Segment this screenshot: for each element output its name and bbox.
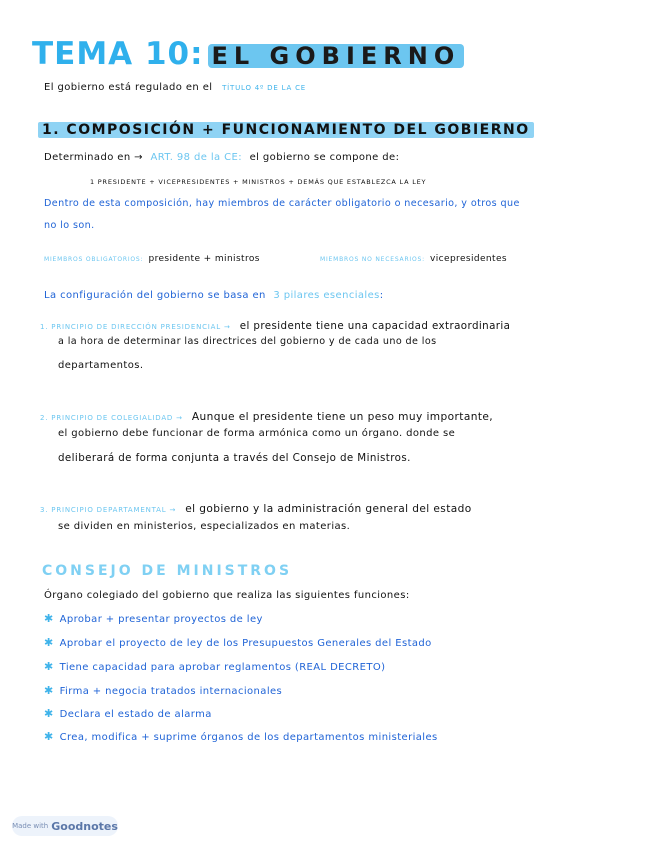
consejo-function-3: ✱ Tiene capacidad para aprobar reglamentos (REAL DECRETO) <box>44 660 386 673</box>
pillar-2-line1: 2. PRINCIPIO DE COLEGIALIDAD → Aunque el presidente tiene un peso muy importante, <box>40 411 494 423</box>
composition-line: 1 PRESIDENTE + VICEPRESIDENTES + MINISTROS + DEMÁS QUE ESTABLEZCA LA LEY <box>90 178 427 186</box>
consejo-function-5: ✱ Declara el estado de alarma <box>44 707 212 720</box>
consejo-function-6: ✱ Crea, modifica + suprime órganos de los departamentos ministeriales <box>44 730 438 743</box>
intro-text: El gobierno está regulado en el <box>44 82 213 93</box>
pillars-intro: La configuración del gobierno se basa en 3 pilares esenciales: <box>44 290 384 301</box>
goodnotes-badge <box>12 816 118 836</box>
consejo-intro: Órgano colegiado del gobierno que realiza las siguientes funciones: <box>44 590 410 601</box>
badge-brand: Goodnotes <box>51 819 118 833</box>
consejo-function-1: ✱ Aprobar + presentar proyectos de ley <box>44 612 263 625</box>
title-main: TEMA 10: <box>32 36 204 72</box>
star-bullet-icon: ✱ <box>44 636 54 649</box>
star-bullet-icon: ✱ <box>44 707 54 720</box>
pillar-1-line2: a la hora de determinar las directrices del gobierno y de cada uno de los <box>58 336 437 347</box>
intro-ref: TÍTULO 4º DE LA CE <box>222 84 306 92</box>
mandatory-members: MIEMBROS OBLIGATORIOS: presidente + ministros <box>44 254 260 264</box>
page-title <box>32 36 460 72</box>
intro-line <box>44 82 306 93</box>
star-bullet-icon: ✱ <box>44 684 54 697</box>
star-bullet-icon: ✱ <box>44 612 54 625</box>
pillar-1-line1: 1. PRINCIPIO DE DIRECCIÓN PRESIDENCIAL → el presidente tiene una capacidad extraordinaria <box>40 320 511 332</box>
section1-para-line1: Dentro de esta composición, hay miembros de carácter obligatorio o necesario, y otros que <box>44 198 520 209</box>
consejo-heading: CONSEJO DE MINISTROS <box>42 563 293 579</box>
pillar-2-line2: el gobierno debe funcionar de forma armónica como un órgano. donde se <box>58 428 456 439</box>
title-sub: EL GOBIERNO <box>211 42 461 70</box>
pillar-2-line3: deliberará de forma conjunta a través del Consejo de Ministros. <box>58 452 411 464</box>
pillar-3-line2: se dividen en ministerios, especializados en materias. <box>58 521 351 532</box>
section1-heading: 1. COMPOSICIÓN + FUNCIONAMIENTO DEL GOBIERNO <box>38 122 534 138</box>
section1-line1: Determinado en → ART. 98 de la CE: el gobierno se compone de: <box>44 152 400 163</box>
optional-members: MIEMBROS NO NECESARIOS: vicepresidentes <box>320 254 507 264</box>
star-bullet-icon: ✱ <box>44 660 54 673</box>
star-bullet-icon: ✱ <box>44 730 54 743</box>
pillar-1-line3: departamentos. <box>58 360 144 371</box>
consejo-function-4: ✱ Firma + negocia tratados internacionales <box>44 684 283 697</box>
section1-para-line2: no lo son. <box>44 220 95 231</box>
consejo-function-2: ✱ Aprobar el proyecto de ley de los Presupuestos Generales del Estado <box>44 636 432 649</box>
pillar-3-line1: 3. PRINCIPIO DEPARTAMENTAL → el gobierno y la administración general del estado <box>40 503 472 515</box>
badge-prefix: Made with <box>12 822 49 830</box>
